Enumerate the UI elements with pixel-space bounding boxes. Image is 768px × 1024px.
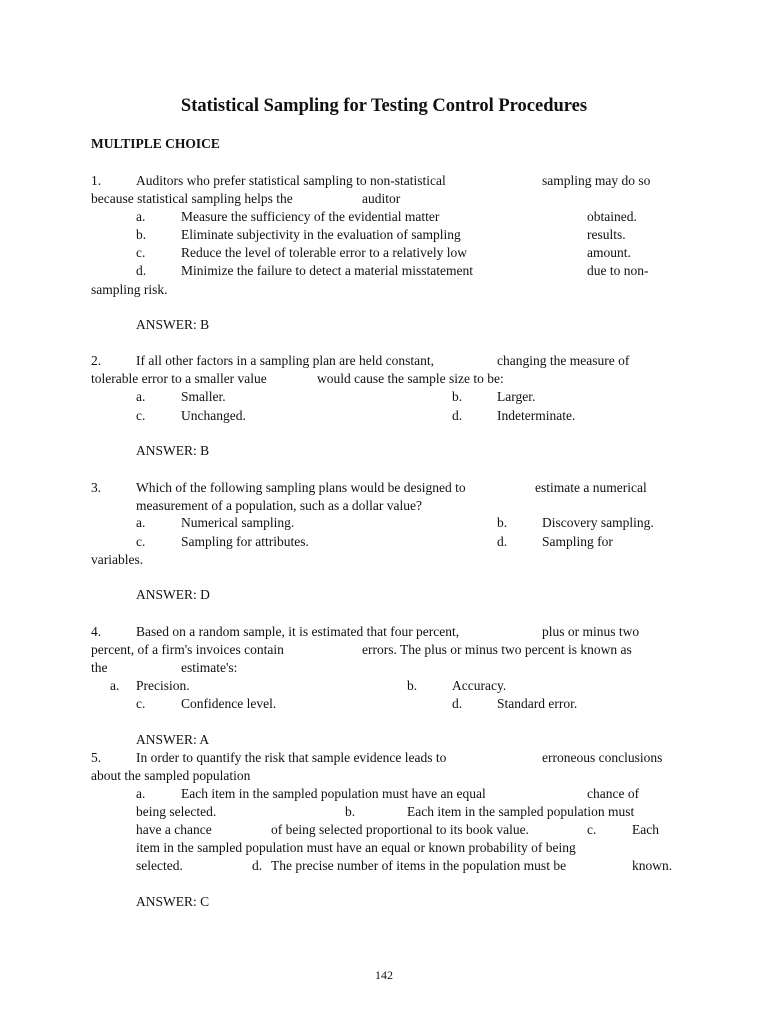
question-number: 1. [91, 173, 102, 188]
option-letter: a. [110, 678, 120, 693]
question-text: plus or minus two [542, 624, 640, 639]
answer: ANSWER: D [136, 587, 210, 602]
option-text: due to non- [587, 263, 649, 278]
option-letter: c. [587, 822, 597, 837]
question-text: tolerable error to a smaller value [91, 371, 267, 386]
answer: ANSWER: C [136, 894, 210, 909]
question-text: In order to quantify the risk that sample evidence leads to [136, 750, 447, 765]
option-text: Sampling for [542, 534, 613, 549]
option-text: being selected. [136, 804, 217, 819]
question-text: auditor [362, 191, 401, 206]
question-text: estimate a numerical [535, 480, 647, 495]
option-letter: c. [136, 696, 146, 711]
option-letter: a. [136, 515, 146, 530]
question-number: 2. [91, 353, 102, 368]
option-letter: d. [452, 696, 463, 711]
question-text: errors. The plus or minus two percent is known as [362, 642, 632, 657]
option-text: results. [587, 227, 626, 242]
option-text: Eliminate subjectivity in the evaluation of sampling [181, 227, 461, 242]
option-letter: d. [497, 534, 508, 549]
option-text: item in the sampled population must have an equal or known probability of being [136, 840, 576, 855]
option-text: Accuracy. [452, 678, 507, 693]
option-letter: c. [136, 408, 146, 423]
option-letter: b. [407, 678, 418, 693]
question-text: If all other factors in a sampling plan are held constant, [136, 353, 435, 368]
question-text: Auditors who prefer statistical sampling to non-statistical [136, 173, 446, 188]
option-letter: b. [345, 804, 356, 819]
option-text: Precision. [136, 678, 190, 693]
option-text: Numerical sampling. [181, 515, 295, 530]
section-heading: MULTIPLE CHOICE [91, 136, 220, 151]
option-text: sampling risk. [91, 282, 168, 297]
option-letter: b. [452, 389, 463, 404]
question-number: 4. [91, 624, 102, 639]
option-letter: a. [136, 786, 146, 801]
option-text: Standard error. [497, 696, 578, 711]
question-text: changing the measure of [497, 353, 630, 368]
page-title: Statistical Sampling for Testing Control Procedures [180, 96, 588, 116]
question-text: Which of the following sampling plans would be designed to [136, 480, 466, 495]
option-letter: d. [252, 858, 263, 873]
option-text: The precise number of items in the population must be [271, 858, 567, 873]
option-letter: b. [497, 515, 508, 530]
question-number: 3. [91, 480, 102, 495]
option-text: Measure the sufficiency of the evidential matter [181, 209, 440, 224]
question-text: percent, of a firm's invoices contain [91, 642, 284, 657]
question-text: about the sampled population [91, 768, 251, 783]
option-text: Unchanged. [181, 408, 246, 423]
answer: ANSWER: B [136, 317, 210, 332]
option-text: chance of [587, 786, 640, 801]
option-text: Reduce the level of tolerable error to a relatively low [181, 245, 467, 260]
question-text: because statistical sampling helps the [91, 191, 293, 206]
option-text: obtained. [587, 209, 637, 224]
option-letter: c. [136, 534, 146, 549]
option-text: Indeterminate. [497, 408, 576, 423]
option-letter: b. [136, 227, 147, 242]
option-text: selected. [136, 858, 183, 873]
option-text: Each item in the sampled population must [407, 804, 635, 819]
question-text: measurement of a population, such as a dollar value? [136, 498, 423, 513]
option-text: of being selected proportional to its book value. [271, 822, 529, 837]
option-letter: d. [452, 408, 463, 423]
option-text: Larger. [497, 389, 536, 404]
option-letter: d. [136, 263, 147, 278]
question-text: would cause the sample size to be: [317, 371, 504, 386]
option-text: Discovery sampling. [542, 515, 654, 530]
page-number: 142 [375, 968, 393, 982]
option-text: Smaller. [181, 389, 226, 404]
option-text: Confidence level. [181, 696, 277, 711]
question-text: Based on a random sample, it is estimated that four percent, [136, 624, 460, 639]
option-text: have a chance [136, 822, 212, 837]
option-text: amount. [587, 245, 631, 260]
option-text: Sampling for attributes. [181, 534, 309, 549]
option-text: known. [632, 858, 673, 873]
answer: ANSWER: B [136, 443, 210, 458]
option-text: variables. [91, 552, 144, 567]
option-text: Minimize the failure to detect a material misstatement [181, 263, 474, 278]
option-letter: a. [136, 209, 146, 224]
question-text: erroneous conclusions [542, 750, 663, 765]
option-letter: c. [136, 245, 146, 260]
answer: ANSWER: A [136, 732, 210, 747]
option-text: Each [632, 822, 659, 837]
option-letter: a. [136, 389, 146, 404]
question-text: the [91, 660, 108, 675]
option-text: Each item in the sampled population must have an equal [181, 786, 486, 801]
question-text: estimate's: [181, 660, 238, 675]
question-text: sampling may do so [542, 173, 651, 188]
question-number: 5. [91, 750, 102, 765]
